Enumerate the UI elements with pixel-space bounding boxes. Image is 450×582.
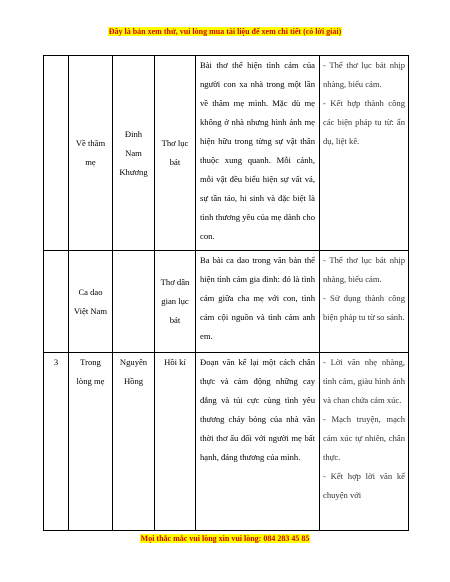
literature-summary-table (43, 55, 409, 531)
table-row (44, 56, 409, 251)
contact-banner (0, 534, 450, 543)
contact-text: Mọi thắc mắc vui lòng xin vui lòng: 084 283 45 85 (140, 534, 310, 543)
row-index (44, 56, 69, 251)
work-content: Ba bài ca dao trong văn bản thể hiện tình cảm gia đình: đó là tình cảm giữa cha mẹ với con, tình cảm cội nguồn và tình cảm anh em. (196, 251, 320, 353)
table-row (44, 353, 409, 531)
work-title: Ca dao Việt Nam (69, 251, 113, 353)
table-row (44, 251, 409, 353)
preview-notice-banner (0, 27, 450, 36)
work-features: - Thể thơ lục bát nhịp nhàng, biểu cảm. - Sử dụng thành công biện pháp tu từ so sánh. (320, 251, 409, 353)
work-author: Đinh Nam Khương (113, 56, 155, 251)
work-author: Nguyên Hồng (113, 353, 155, 531)
work-title: Trong lòng mẹ (69, 353, 113, 531)
work-genre: Thơ lục bát (155, 56, 196, 251)
work-content: Đoạn văn kể lại một cách chân thực và cảm động những cay đắng và tủi cực cùng tình yêu thương cháy bỏng của nhà văn thời thơ ấu đối với người mẹ bất hạnh, đáng thương của mình. (196, 353, 320, 531)
row-index (44, 251, 69, 353)
work-features: - Lời văn nhẹ nhàng, tình cảm, giàu hình ảnh và chan chứa cảm xúc. - Mạch truyện, mạch cảm xúc tự nhiên, chân thực. - Kết hợp lời văn kể chuyện với (320, 353, 409, 531)
work-genre: Hồi kí (155, 353, 196, 531)
work-title: Về thăm mẹ (69, 56, 113, 251)
work-genre: Thơ dân gian lục bát (155, 251, 196, 353)
work-features: - Thể thơ lục bát nhịp nhàng, biểu cảm. - Kết hợp thành công các biện pháp tu từ: ẩn dụ, liệt kê. (320, 56, 409, 251)
row-index: 3 (44, 353, 69, 531)
preview-notice-text: Đây là bản xem thử, vui lòng mua tài liệu để xem chi tiết (có lời giải) (108, 27, 342, 36)
work-content: Bài thơ thể hiện tình cảm của người con xa nhà trong một lần về thăm mẹ mình. Mặc dù mẹ không ở nhà nhưng hình ảnh mẹ hiện hữu trong từng sự vật thân thuộc xung quanh. Mỗi cảnh, mỗi vật đều biểu hiện sự vất vả, sự tần tảo, hi sinh và đặc biệt là tình thương yêu của mẹ dành cho con. (196, 56, 320, 251)
work-author (113, 251, 155, 353)
